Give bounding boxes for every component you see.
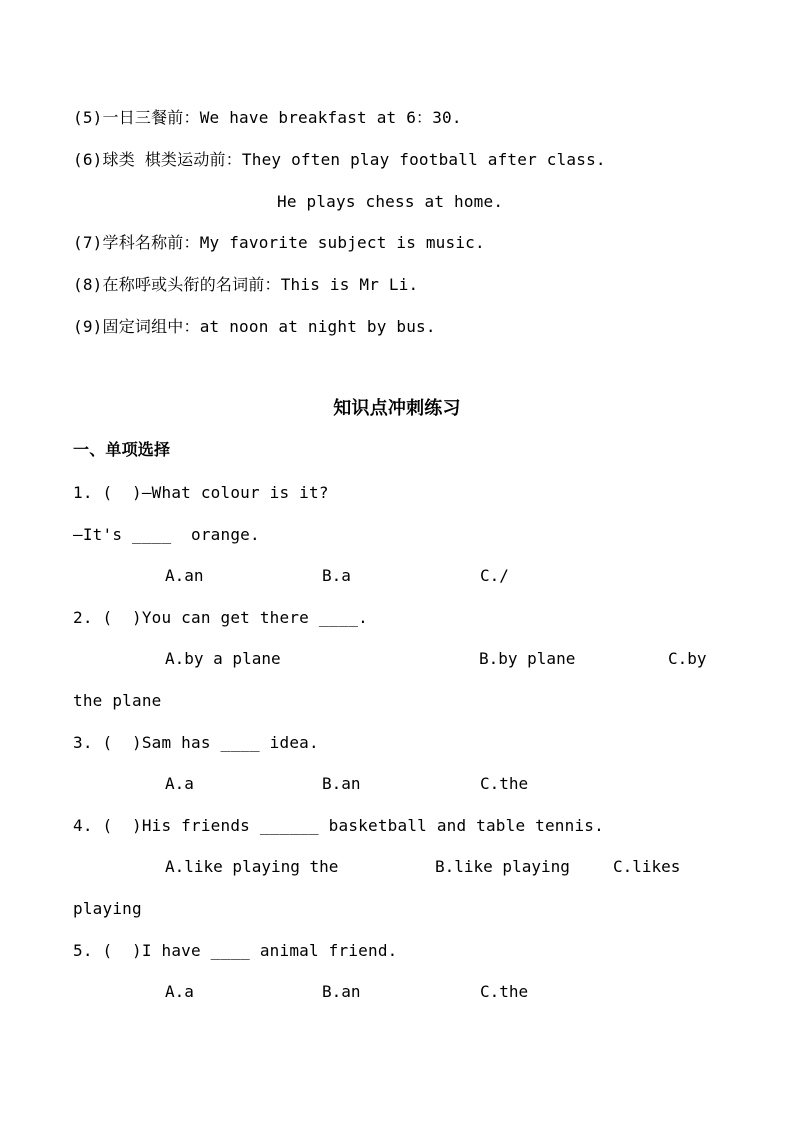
- question-2-stem: 2. ( )You can get there ____.: [73, 608, 368, 627]
- question-3-option-b: B.an: [322, 774, 361, 793]
- rule-6-example: He plays chess at home.: [277, 192, 504, 211]
- rule-9: (9)固定词组中：at noon at night by bus.: [73, 317, 436, 336]
- rule-6: (6)球类 棋类运动前：They often play football after class.: [73, 150, 606, 169]
- question-3-option-a: A.a: [165, 774, 194, 793]
- question-1-option-c: C./: [480, 566, 509, 585]
- question-3-option-c: C.the: [480, 774, 529, 793]
- question-5-option-c: C.the: [480, 982, 529, 1001]
- question-5-option-b: B.an: [322, 982, 361, 1001]
- question-1-stem: 1. ( )—What colour is it?: [73, 483, 329, 502]
- question-4-stem: 4. ( )His friends ______ basketball and table tennis.: [73, 816, 604, 835]
- question-2-option-b: B.by plane: [479, 649, 576, 668]
- practice-title: 知识点冲刺练习: [333, 398, 461, 419]
- section-title: 一、单项选择: [73, 440, 171, 459]
- question-2-option-c-wrap: the plane: [73, 691, 162, 710]
- question-5-option-a: A.a: [165, 982, 194, 1001]
- question-1-option-b: B.a: [322, 566, 351, 585]
- question-2-option-c: C.by: [668, 649, 707, 668]
- rule-8: (8)在称呼或头衔的名词前：This is Mr Li.: [73, 275, 419, 294]
- rule-5: (5)一日三餐前：We have breakfast at 6：30.: [73, 108, 462, 127]
- question-2-option-a: A.by a plane: [165, 649, 281, 668]
- question-4-option-a: A.like playing the: [165, 857, 339, 876]
- question-3-stem: 3. ( )Sam has ____ idea.: [73, 733, 319, 752]
- question-1-answer-line: —It's ____ orange.: [73, 525, 260, 544]
- question-5-stem: 5. ( )I have ____ animal friend.: [73, 941, 398, 960]
- rule-7: (7)学科名称前：My favorite subject is music.: [73, 233, 485, 252]
- question-4-option-b: B.like playing: [435, 857, 570, 876]
- question-4-option-c: C.likes: [613, 857, 681, 876]
- question-4-option-c-wrap: playing: [73, 899, 142, 918]
- question-1-option-a: A.an: [165, 566, 204, 585]
